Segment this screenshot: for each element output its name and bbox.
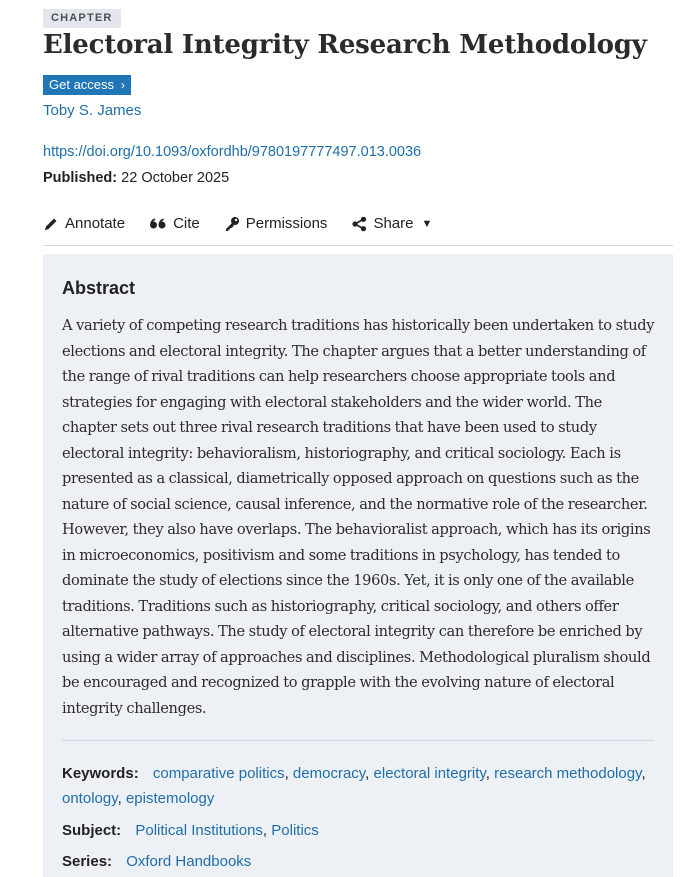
annotate-label: Annotate [65,215,126,232]
cite-button[interactable] [149,215,200,232]
published-label: Published: [43,170,118,186]
keyword-link[interactable]: ontology [62,790,118,807]
keyword-link[interactable]: electoral integrity [373,765,486,782]
abstract-heading: Abstract [62,278,136,298]
abstract-divider [62,740,654,741]
quote-icon [149,216,167,232]
action-toolbar [43,215,673,232]
share-label: Share [373,215,414,232]
caret-down-icon: ▼ [421,217,433,230]
keyword-link[interactable]: epistemology [125,790,215,807]
keyword-link[interactable]: comparative politics [152,765,285,782]
keywords-row: Keywords: comparative politics, democracy, electoral integrity, research methodology, ontology, epistemology [62,765,646,807]
share-icon [351,216,367,232]
permissions-button[interactable] [224,215,328,232]
chevron-right-icon: › [121,78,126,92]
author-link[interactable]: Toby S. James [43,102,142,119]
subject-row: Subject: Political Institutions, Politics [62,822,319,839]
series-label: Series: [62,853,113,870]
pencil-icon [43,216,59,232]
subject-link[interactable]: Political Institutions [135,822,263,839]
series-link[interactable]: Oxford Handbooks [126,853,252,870]
keyword-link[interactable]: democracy [292,765,366,782]
content-type-badge: CHAPTER [43,9,121,28]
key-icon [224,216,240,232]
doi-link[interactable]: https://doi.org/10.1093/oxfordhb/9780197777497.013.0036 [43,144,422,160]
annotate-button[interactable] [43,215,125,232]
toolbar-divider [43,245,673,246]
published-date: 22 October 2025 [121,170,230,186]
series-row [62,849,654,874]
subject-link[interactable]: Politics [271,822,319,839]
keywords-label: Keywords: [62,765,139,782]
subject-label: Subject: [62,822,122,839]
cite-label: Cite [173,215,200,232]
published-line [43,170,229,186]
permissions-label: Permissions [245,215,328,232]
get-access-label: Get access [49,77,115,92]
share-button[interactable] [351,215,432,232]
keyword-link[interactable]: research methodology [494,765,642,782]
page-title: Electoral Integrity Research Methodology [43,30,647,60]
abstract-text: A variety of competing research traditions has historically been undertaken to study elections and electoral integrity. The chapter argues that a better understanding of the range of rival traditions can help researchers choose appropriate tools and strategies for engaging with electoral stakeholders and the wider world. The chapter sets out three rival research traditions that have been used to study electoral integrity: behavioralism, historiography, and critical sociology. Each is presented as a classical, diametrically opposed approach on questions such as the nature of social science, causal inference, and the normative role of the researcher. However, they also have overlaps. The behavioralist approach, which has its origins in microeconomics, positivism and some traditions in psychology, has tended to dominate the study of elections since the 1960s. Yet, it is only one of the available traditions. Traditions such as historiography, critical sociology, and others offer alternative pathways. The study of electoral integrity can therefore be enriched by using a wider array of approaches and disciplines. Methodological pluralism should be encouraged and recognized to grapple with the evolving nature of electoral integrity challenges. [62,317,655,717]
get-access-button[interactable] [43,75,131,95]
